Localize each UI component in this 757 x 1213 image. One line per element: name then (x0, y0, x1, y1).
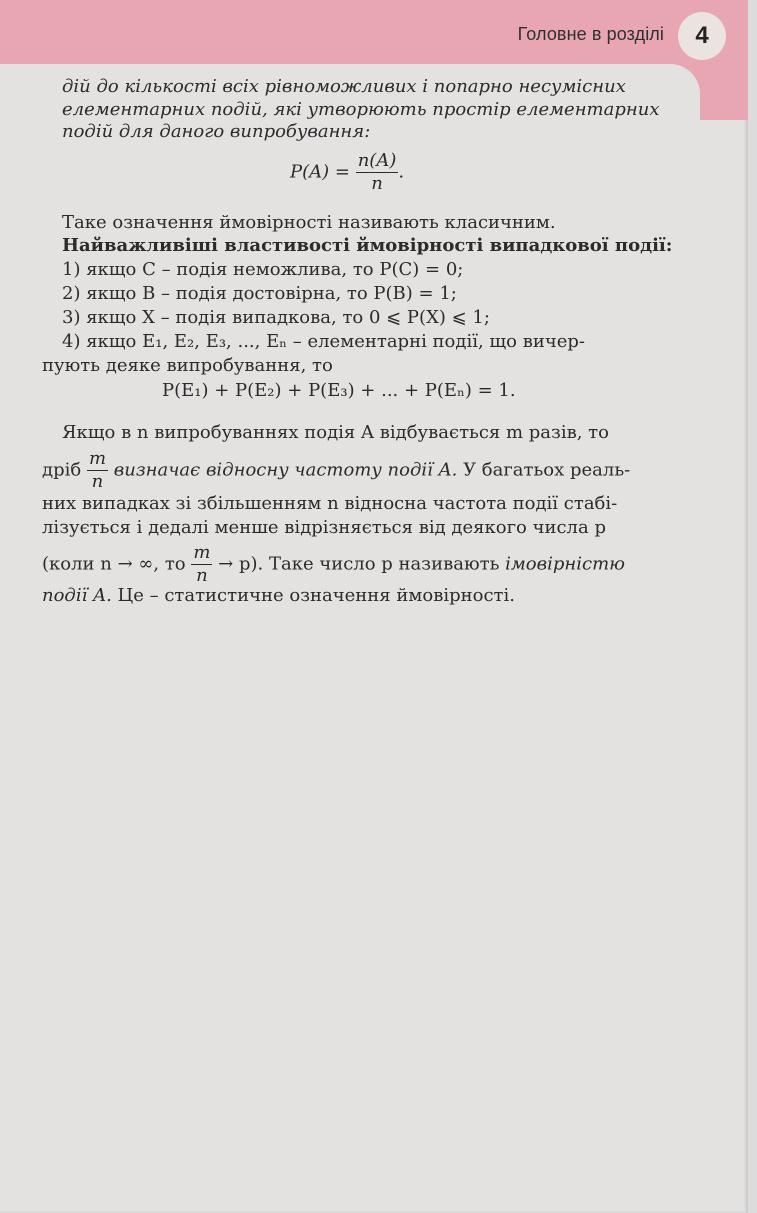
section-title: Головне в розділі (517, 24, 664, 44)
limit-fraction (191, 542, 212, 587)
formula-left: P(A) = (290, 161, 350, 183)
intro-paragraph (62, 76, 674, 144)
chapter-number-badge: 4 (678, 12, 726, 60)
properties-heading: Найважливіші властивості ймовірності випадкової події: (62, 235, 673, 256)
statistical-line-4: лізується і дедалі менше відрізняється від деякого числа p (42, 517, 606, 538)
statistical-line-2 (42, 448, 654, 493)
property-1: 1) якщо C – подія неможлива, то P(C) = 0; (62, 259, 464, 280)
line2-rest: У багатьох реаль- (463, 459, 631, 481)
intro-line-2: елементарних подій, які утворюють простір елементарних (62, 98, 660, 120)
statistical-line-1: Якщо в n випробуваннях подія A відбувається m разів, то (62, 422, 609, 443)
line5-prefix: (коли n → ∞, то (42, 553, 186, 575)
classical-note: Таке означення ймовірності називають класичним. (62, 212, 556, 233)
statistical-line-6 (42, 585, 654, 606)
classical-probability-formula (290, 150, 404, 195)
intro-line-1: дій до кількості всіх рівноможливих і попарно несумісних (62, 76, 626, 97)
line5-suffix: → p). Таке число p називають (218, 553, 500, 575)
formula-numerator: n(A) (357, 150, 397, 171)
property-2: 2) якщо B – подія достовірна, то P(B) = 1; (62, 283, 457, 304)
fraction-denominator-n: n (91, 471, 104, 492)
property-4: 4) якщо E₁, E₂, E₃, ..., Eₙ – елементарні події, що вичер- (62, 331, 586, 352)
line2-prefix: дріб (42, 459, 82, 481)
intro-line-3: подій для даного випробування: (62, 121, 371, 142)
statistical-line-5 (42, 542, 654, 587)
property-4-continued: пують деяке випробування, то (42, 355, 333, 376)
relative-frequency-fraction (87, 448, 108, 493)
fraction-numerator-m: m (88, 448, 107, 469)
line6-italic: події A. (42, 585, 112, 606)
line5-italic: імовірністю (505, 553, 626, 575)
limit-denominator-n: n (196, 565, 208, 586)
limit-numerator-m: m (193, 542, 211, 563)
sum-formula: P(E₁) + P(E₂) + P(E₃) + ... + P(Eₙ) = 1. (162, 380, 516, 401)
statistical-line-3: них випадках зі збільшенням n відносна частота події стабі- (42, 493, 618, 514)
line6-rest: Це – статистичне означення ймовірності. (117, 585, 515, 606)
formula-fraction (356, 150, 399, 195)
formula-period: . (398, 161, 405, 183)
property-3: 3) якщо X – подія випадкова, то 0 ⩽ P(X) ⩽ 1; (62, 307, 490, 328)
formula-denominator: n (371, 173, 383, 194)
line2-italic: визначає відносну частоту події A. (113, 459, 458, 481)
